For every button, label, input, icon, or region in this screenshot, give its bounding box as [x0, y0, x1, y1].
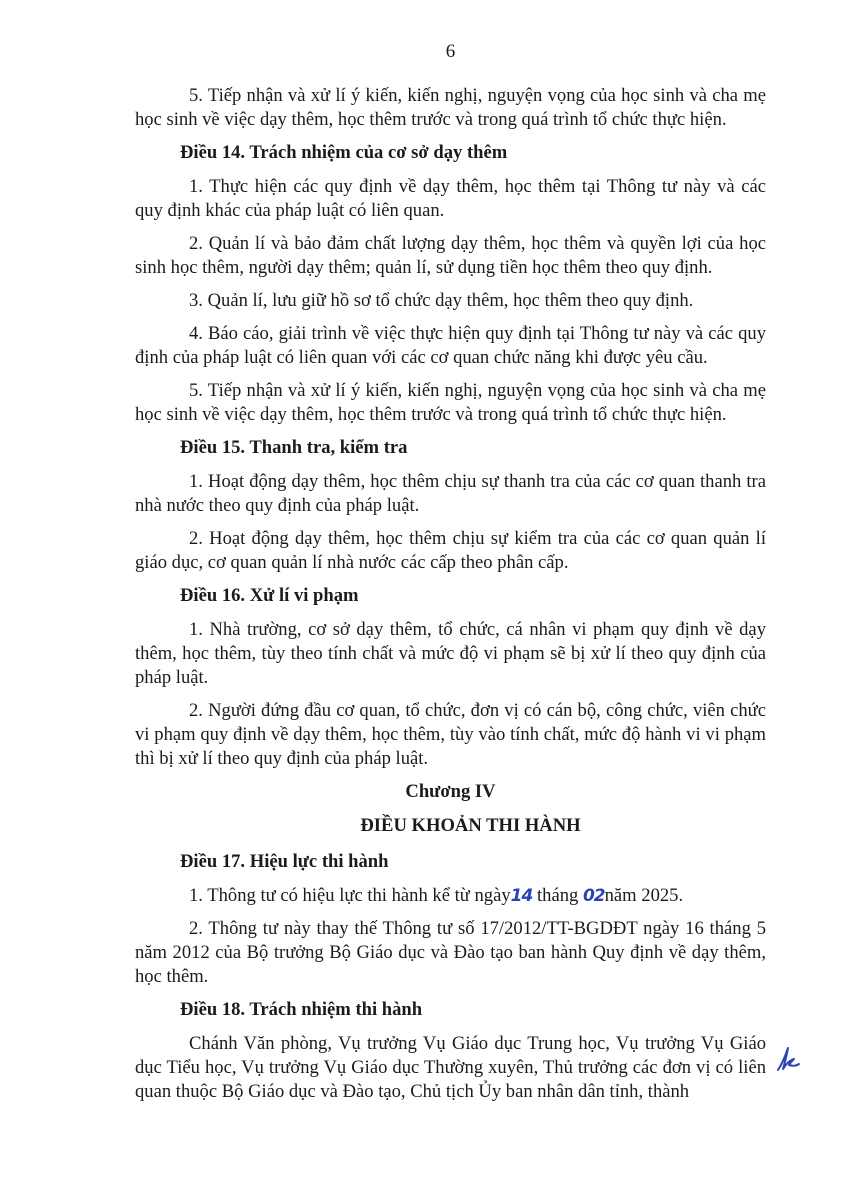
article-17-heading: Điều 17. Hiệu lực thi hành	[180, 851, 389, 872]
paragraph-art13-item5: 5. Tiếp nhận và xử lí ý kiến, kiến nghị, nguyện vọng của học sinh và cha mẹ học sinh về việc dạy thêm, học thêm trước và trong quá trình tổ chức thực hiện.	[135, 85, 766, 130]
paragraph-art14-item4: 4. Báo cáo, giải trình về việc thực hiện quy định tại Thông tư này và các quy định của pháp luật có liên quan với các cơ quan chức năng khi được yêu cầu.	[135, 323, 766, 368]
effective-date-suffix: năm 2025.	[604, 885, 684, 906]
effective-date-prefix: 1. Thông tư có hiệu lực thi hành kể từ ngày	[189, 885, 511, 906]
paragraph-art15-item1: 1. Hoạt động dạy thêm, học thêm chịu sự thanh tra của các cơ quan thanh tra nhà nước theo quy định của pháp luật.	[135, 471, 766, 516]
paragraph-art14-item5: 5. Tiếp nhận và xử lí ý kiến, kiến nghị, nguyện vọng của học sinh và cha mẹ học sinh về việc dạy thêm, học thêm trước và trong quá trình tổ chức thực hiện.	[135, 380, 766, 425]
chapter-title: ĐIỀU KHOẢN THI HÀNH	[360, 815, 581, 836]
chapter-label: Chương IV	[405, 781, 496, 802]
paragraph-art16-item2: 2. Người đứng đầu cơ quan, tổ chức, đơn vị có cán bộ, công chức, viên chức vi phạm quy định về dạy thêm, học thêm, tùy vào tính chất, mức độ hành vi vi phạm thì bị xử lí theo quy định của pháp luật.	[135, 700, 766, 769]
article-16-heading: Điều 16. Xử lí vi phạm	[180, 585, 359, 606]
paragraph-art17-item1	[135, 884, 766, 908]
article-18-heading: Điều 18. Trách nhiệm thi hành	[180, 999, 423, 1020]
paragraph-art14-item3: 3. Quản lí, lưu giữ hồ sơ tổ chức dạy thêm, học thêm theo quy định.	[189, 290, 694, 311]
paragraph-art17-item2: 2. Thông tư này thay thế Thông tư số 17/2012/TT-BGDĐT ngày 16 tháng 5 năm 2012 của Bộ trưởng Bộ Giáo dục và Đào tạo ban hành Quy định về dạy thêm, học thêm.	[135, 918, 766, 987]
paragraph-art14-item2: 2. Quản lí và bảo đảm chất lượng dạy thêm, học thêm và quyền lợi của học sinh học thêm, người dạy thêm; quản lí, sử dụng tiền học thêm theo quy định.	[135, 233, 766, 278]
article-14-heading: Điều 14. Trách nhiệm của cơ sở dạy thêm	[180, 142, 508, 163]
handwritten-day: 14	[510, 886, 533, 906]
paragraph-art18-body: Chánh Văn phòng, Vụ trưởng Vụ Giáo dục Trung học, Vụ trưởng Vụ Giáo dục Tiểu học, Vụ trưởng Vụ Giáo dục Thường xuyên, Thủ trưởng các đơn vị có liên quan thuộc Bộ Giáo dục và Đào tạo, Chủ tịch Ủy ban nhân dân tỉnh, thành	[135, 1033, 766, 1102]
page-number: 6	[445, 41, 456, 62]
handwritten-initial-mark	[772, 1042, 802, 1074]
paragraph-art14-item1: 1. Thực hiện các quy định về dạy thêm, học thêm tại Thông tư này và các quy định khác của pháp luật có liên quan.	[135, 176, 766, 221]
paragraph-art16-item1: 1. Nhà trường, cơ sở dạy thêm, tổ chức, cá nhân vi phạm quy định về dạy thêm, học thêm, tùy theo tính chất và mức độ vi phạm sẽ bị xử lí theo quy định của pháp luật.	[135, 619, 766, 688]
handwritten-month: 02	[582, 886, 605, 906]
effective-date-month-word: tháng	[536, 885, 579, 906]
article-15-heading: Điều 15. Thanh tra, kiểm tra	[180, 437, 408, 458]
paragraph-art15-item2: 2. Hoạt động dạy thêm, học thêm chịu sự kiểm tra của các cơ quan quản lí giáo dục, cơ quan quản lí nhà nước các cấp theo phân cấp.	[135, 528, 766, 573]
